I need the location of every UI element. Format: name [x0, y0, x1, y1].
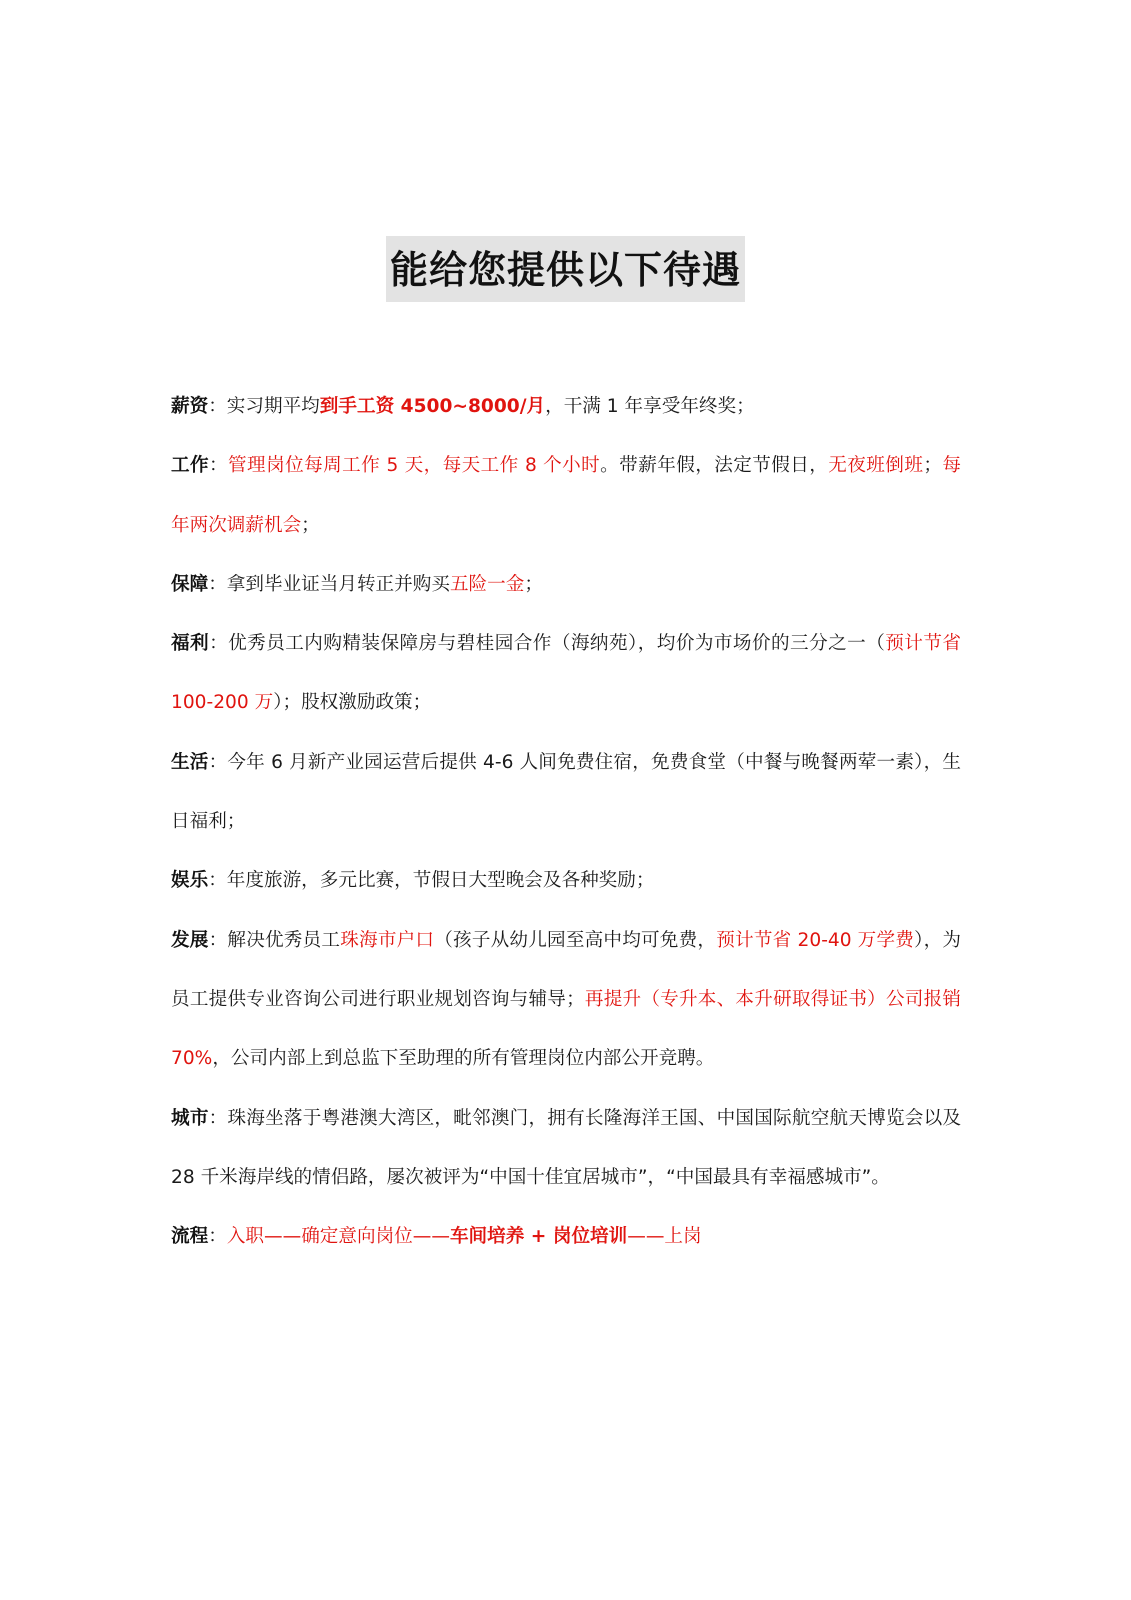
section-text: ：今年 6 月新产业园运营后提供 4-6 人间免费住宿，免费食堂（中餐与晚餐两荤一素），生日福利； [171, 751, 961, 833]
section-text: ：实习期平均 [208, 396, 320, 417]
section-text: ：优秀员工内购精装保障房与碧桂园合作（海纳苑），均价为市场价的三分之一（ [209, 633, 886, 655]
section-label: 保障 [171, 573, 209, 595]
section-label: 娱乐 [171, 870, 209, 892]
section-text: ），为员工提供专业咨询公司进行职业规划咨询与辅导； [171, 929, 961, 1010]
section-highlight: 再提升（专升本、本升研取得证书）公司报销 70% [171, 988, 961, 1070]
section-label: 生活 [171, 751, 209, 773]
section-text: 。带薪年假，法定节假日， [600, 455, 829, 477]
section-text: ，干满 1 年享受年终奖； [545, 396, 755, 417]
section-highlight: 管理岗位每周工作 5 天，每天工作 8 个小时 [228, 455, 601, 477]
section-city [171, 1089, 961, 1208]
section-highlight: 预计节省 100-200 万 [171, 633, 961, 714]
section-entertainment [171, 851, 961, 910]
section-salary [171, 377, 961, 436]
section-label: 城市 [171, 1107, 209, 1129]
section-benefits [171, 614, 961, 733]
section-highlight: ——上岗 [627, 1226, 702, 1248]
section-insurance [171, 555, 961, 614]
section-highlight: 五险一金 [449, 573, 525, 595]
section-text: ，公司内部上到总监下至助理的所有管理岗位内部公开竞聘。 [212, 1048, 715, 1070]
section-text: ）；股权激励政策； [273, 692, 432, 714]
document-title: 能给您提供以下待遇 [386, 236, 745, 302]
section-label: 流程 [171, 1226, 209, 1248]
section-text: ； [301, 514, 320, 536]
section-label: 福利 [171, 633, 210, 655]
section-label: 工作 [171, 455, 210, 477]
section-life [171, 733, 961, 852]
section-label: 薪资 [171, 396, 209, 417]
section-text: ： [208, 1226, 227, 1248]
section-development [171, 911, 961, 1089]
title-container [0, 236, 1131, 302]
section-label: 发展 [171, 929, 209, 951]
section-highlight: 每年两次调薪机会 [171, 455, 961, 536]
benefits-content [171, 377, 961, 1266]
section-highlight: 到手工资 4500~8000/月 [319, 396, 546, 417]
section-process [171, 1207, 961, 1266]
section-text: ：拿到毕业证当月转正并购买 [208, 573, 450, 595]
section-text: ： [209, 455, 229, 477]
section-text: ：年度旅游，多元比赛，节假日大型晚会及各种奖励； [208, 870, 655, 892]
section-highlight: 珠海市户口 [340, 929, 435, 951]
section-text: （孩子从幼儿园至高中均可免费， [434, 929, 717, 951]
section-text: ：珠海坐落于粤港澳大湾区，毗邻澳门，拥有长隆海洋王国、中国国际航空航天博览会以及 28 千米海岸线的情侣路，屡次被评为“中国十佳宜居城市”，“中国最具有幸福感城市”。 [171, 1107, 961, 1188]
section-text: ； [524, 573, 543, 595]
section-highlight: 车间培养 + 岗位培训 [449, 1226, 628, 1248]
section-text: ； [923, 455, 942, 477]
section-text: ：解决优秀员工 [208, 929, 341, 951]
section-highlight: 预计节省 20-40 万学费 [716, 929, 915, 951]
section-highlight: 入职——确定意向岗位—— [226, 1226, 450, 1248]
section-highlight: 无夜班倒班 [828, 455, 924, 477]
section-work [171, 436, 961, 555]
